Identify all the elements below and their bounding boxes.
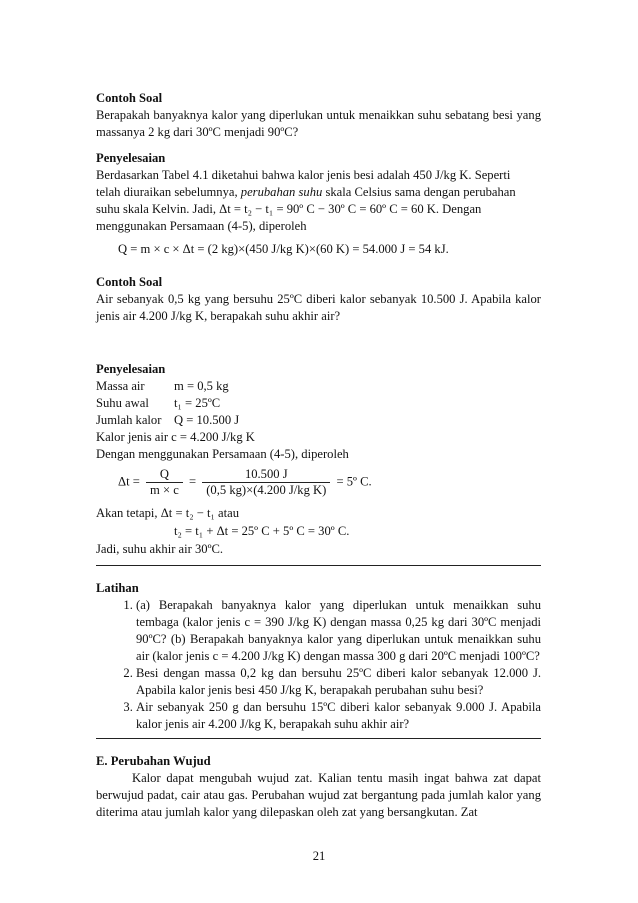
given-value-initial-temp: t₁ = 25ºC	[174, 396, 221, 410]
section-e-heading: E. Perubahan Wujud	[96, 754, 211, 768]
example-heading-1: Contoh Soal	[96, 91, 163, 105]
solution-1-line-2	[96, 184, 541, 201]
delta-t-definition: Δt = t₂ − t₁	[160, 506, 215, 520]
given-row-heat	[96, 412, 541, 429]
solution-1-line-4: menggunakan Persamaan (4-5), diperoleh	[96, 219, 307, 233]
solution-1-line-3-pre: suhu skala Kelvin. Jadi,	[96, 202, 220, 216]
fraction-2-numerator: 10.500 J	[202, 467, 330, 483]
given-list	[96, 378, 541, 446]
divider-top	[96, 565, 541, 566]
solution-1-line-3	[96, 201, 541, 218]
fraction-2-denominator: (0,5 kg)×(4.200 J/kg K)	[206, 483, 327, 497]
section-e-paragraph: Kalor dapat mengubah wujud zat. Kalian tentu masih ingat bahwa zat dapat berwujud padat, cair atau gas. Perubahan wujud zat bergantung pada jumlah kalor yang diterima atau jumlah kalor yang dilepaskan oleh zat yang bersangkutan. Zat	[96, 771, 541, 819]
fraction-q-over-mc	[146, 467, 183, 498]
solution-heading-2: Penyelesaian	[96, 362, 166, 376]
textbook-page	[96, 0, 541, 903]
page-number: 21	[312, 849, 326, 863]
example-question-2: Air sebanyak 0,5 kg yang bersuhu 25ºC diberi kalor sebanyak 10.500 J. Apabila kalor jenis air 4.200 J/kg K, berapakah suhu akhir air?	[96, 292, 541, 323]
fraction-values	[202, 467, 330, 498]
fraction-1-numerator: Q	[146, 467, 183, 483]
divider-bottom	[96, 738, 541, 739]
solution-1-line-2-pre: telah diuraikan sebelumnya,	[96, 185, 241, 199]
exercise-heading: Latihan	[96, 581, 139, 595]
exercise-ordered-list	[96, 597, 541, 733]
exercise-item-3: 3. Air sebanyak 250 g dan bersuhu 15ºC diberi kalor sebanyak 9.000 J. Apabila kalor jenis air 4.200 J/kg K, berapakah suhu akhir air?	[136, 699, 541, 733]
however-post: atau	[214, 506, 240, 520]
given-row-mass	[96, 378, 541, 395]
delta-t-result: = 5º C.	[336, 474, 372, 489]
given-label-initial-temp: Suhu awal	[96, 396, 149, 410]
final-temp-equation: t₂ = t₁ + Δt = 25º C + 5º C = 30º C.	[174, 524, 350, 538]
given-row-initial-temp	[96, 395, 541, 412]
example-question-1: Berapakah banyaknya kalor yang diperlukan untuk menaikkan suhu sebatang besi yang massanya 2 kg dari 30ºC menjadi 90ºC?	[96, 108, 541, 139]
given-value-heat: Q = 10.500 J	[174, 413, 240, 427]
solution-heading-1: Penyelesaian	[96, 151, 166, 165]
delta-t-fraction-equation	[118, 467, 538, 498]
exercise-item-2: 2. Besi dengan massa 0,2 kg dan bersuhu 25ºC diberi kalor sebanyak 12.000 J. Apabila kalor jenis besi 450 J/kg K, berapakah perubahan suhu besi?	[136, 665, 541, 699]
solution-1-line-2-post: skala Celsius sama dengan perubahan	[322, 185, 516, 199]
solution-1-line-3-post: Dengan	[439, 202, 482, 216]
fraction-1-denominator: m × c	[150, 483, 179, 497]
given-label-heat: Jumlah kalor	[96, 413, 162, 427]
solution-2-conclusion: Jadi, suhu akhir air 30ºC.	[96, 542, 224, 556]
solution-2-intro: Dengan menggunakan Persamaan (4-5), diperoleh	[96, 447, 349, 461]
example-heading-2: Contoh Soal	[96, 275, 163, 289]
exercise-list	[96, 597, 541, 733]
delta-t-lhs: Δt =	[118, 474, 140, 489]
exercise-item-1: 1. (a) Berapakah banyaknya kalor yang diperlukan untuk menaikkan suhu tembaga (kalor jenis c = 390 J/kg K) dengan massa 0,25 kg dari 30ºC menjadi 90ºC? (b) Berapakah banyaknya kalor yang diperlukan untuk menaikkan suhu air (kalor jenis c = 4.200 J/kg K) dengan massa 300 g dari 20ºC menjadi 100ºC?	[136, 597, 541, 665]
heat-equation-1: Q = m × c × Δt = (2 kg)×(450 J/kg K)×(60 K) = 54.000 J = 54 kJ.	[118, 242, 449, 256]
however-pre: Akan tetapi,	[96, 506, 161, 520]
given-specific-heat: Kalor jenis air c = 4.200 J/kg K	[96, 430, 255, 444]
equals-sign: =	[188, 474, 197, 489]
however-line	[96, 505, 541, 522]
solution-1-emphasis: perubahan suhu	[240, 185, 323, 199]
given-label-mass: Massa air	[96, 379, 145, 393]
delta-t-equation-1: Δt = t₂ − t₁ = 90º C − 30º C = 60º C = 60 K.	[219, 202, 440, 216]
given-value-mass: m = 0,5 kg	[174, 379, 229, 393]
solution-1-line-1: Berdasarkan Tabel 4.1 diketahui bahwa kalor jenis besi adalah 450 J/kg K. Seperti	[96, 168, 511, 182]
